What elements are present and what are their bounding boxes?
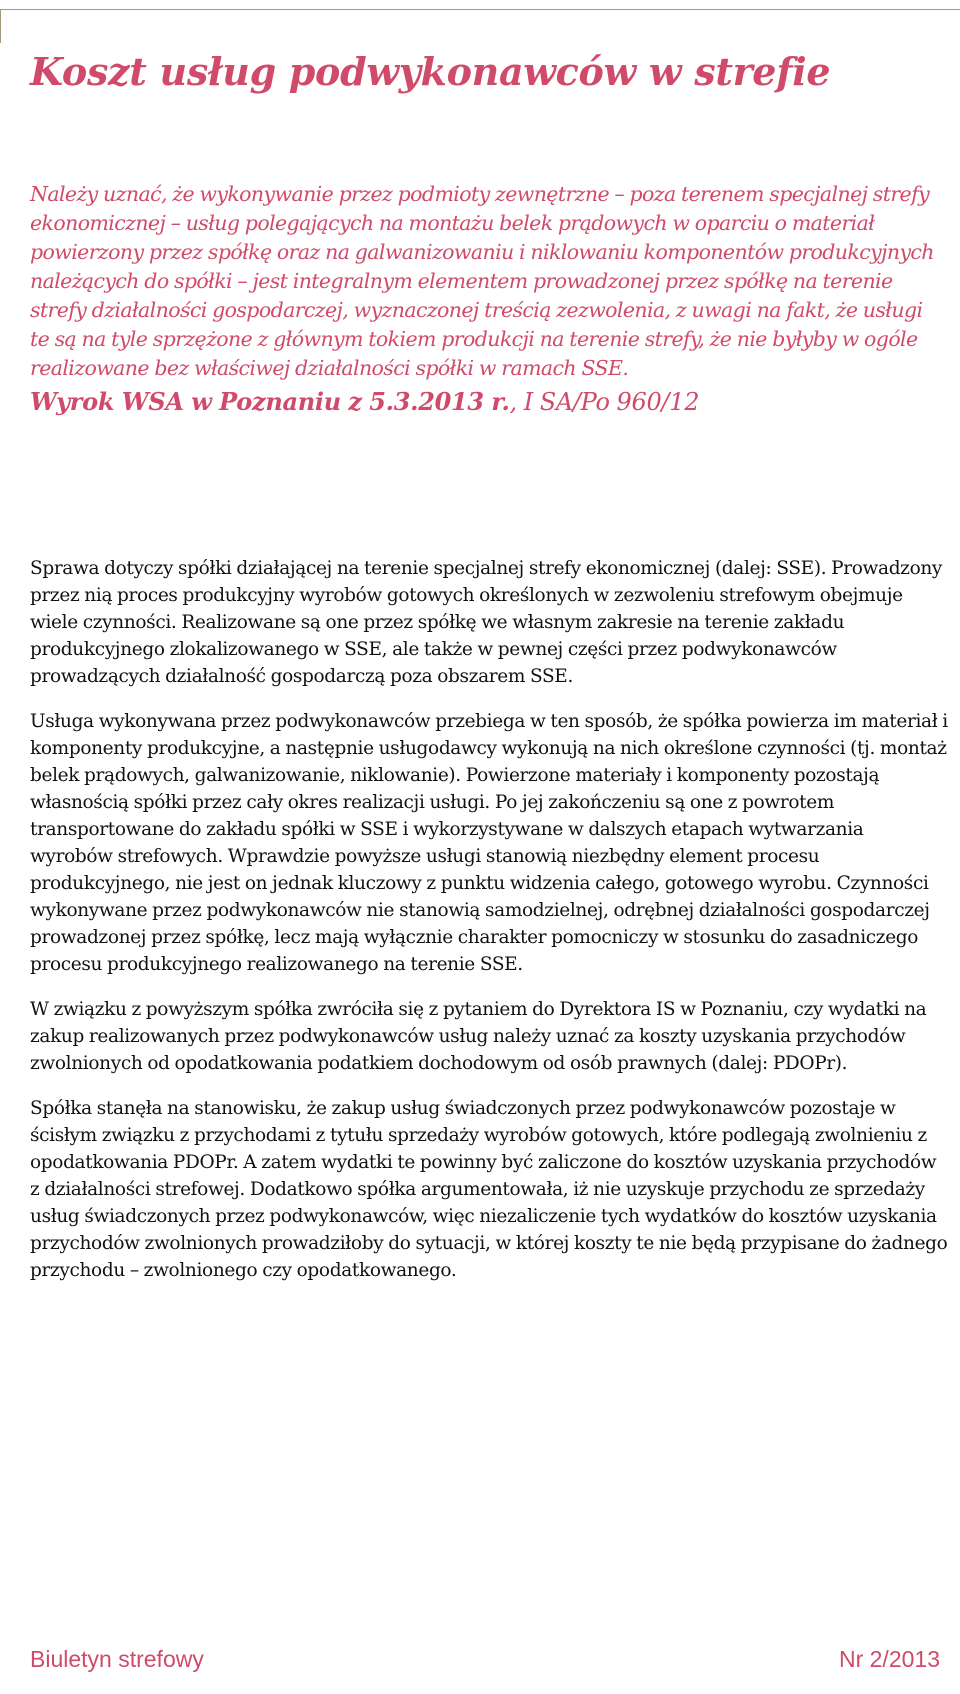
judgment-citation (30, 385, 945, 419)
quote-text: Należy uznać, że wykonywanie przez podmioty zewnętrzne – poza terenem specjalnej strefy ekonomicznej – usług polegających na montażu belek prądowych w oparciu o materiał powierzony przez spółkę oraz na galwanizowaniu i niklowaniu komponentów produkcyjnych należących do spółki – jest integralnym elementem prowadzonej przez spółkę na terenie strefy działalności gospodarczej, wyznaczonej treścią zezwolenia, z uwagi na fakt, że usługi te są na tyle sprzężone z głównym tokiem produkcji na terenie strefy, że nie byłyby w ogóle realizowane bez właściwej działalności spółki w ramach SSE. (30, 182, 934, 380)
top-rule (0, 9, 960, 10)
page-title: Koszt usług podwykonawców w strefie (30, 49, 831, 94)
body-paragraph: Usługa wykonywana przez podwykonawców przebiega w ten sposób, że spółka powierza im materiał i komponenty produkcyjne, a następnie usługodawcy wykonują na nich określone czynności (tj. montaż belek prądowych, galwanizowanie, niklowanie). Powierzone materiały i komponenty pozostają własnością spółki przez cały okres realizacji usługi. Po jej zakończeniu są one z powrotem transportowane do zakładu spółki w SSE i wykorzystywane w dalszych etapach wytwarzania wyrobów strefowych. Wprawdzie powyższe usługi stanowią niezbędny element procesu produkcyjnego, nie jest on jednak kluczowy z punktu widzenia całego, gotowego wyrobu. Czynności wykonywane przez podwykonawców nie stanowią samodzielnej, odrębnej działalności gospodarczej prowadzonej przez spółkę, lecz mają wyłącznie charakter pomocniczy w stosunku do zasadniczego procesu produkcyjnego realizowanego na terenie SSE. (30, 711, 948, 975)
judgment-quote (30, 180, 945, 419)
footer-issue-number: Nr 2/2013 (838, 1646, 940, 1672)
body-paragraph: W związku z powyższym spółka zwróciła się z pytaniem do Dyrektora IS w Poznaniu, czy wydatki na zakup realizowanych przez podwykonawców usług należy uznać za koszty uzyskania przychodów zwolnionych od opodatkowania podatkiem dochodowym od osób prawnych (dalej: PDOPr). (30, 999, 927, 1074)
article-body (30, 555, 950, 1302)
corner-mark (0, 9, 1, 43)
footer-publication-name: Biuletyn strefowy (30, 1646, 204, 1672)
citation-court: Wyrok WSA w Poznaniu z 5.3.2013 r. (30, 387, 510, 416)
body-paragraph: Sprawa dotyczy spółki działającej na terenie specjalnej strefy ekonomicznej (dalej: SSE). Prowadzony przez nią proces produkcyjny wyrobów gotowych określonych w zezwoleniu strefowym obejmuje wiele czynności. Realizowane są one przez spółkę we własnym zakresie na terenie zakładu produkcyjnego zlokalizowanego w SSE, ale także w pewnej części przez podwykonawców prowadzących działalność gospodarczą poza obszarem SSE. (30, 558, 943, 687)
body-paragraph: Spółka stanęła na stanowisku, że zakup usług świadczonych przez podwykonawców pozostaje w ścisłym związku z przychodami z tytułu sprzedaży wyrobów gotowych, które podlegają zwolnieniu z opodatkowania PDOPr. A zatem wydatki te powinny być zaliczone do kosztów uzyskania przychodów z działalności strefowej. Dodatkowo spółka argumentowała, iż nie uzyskuje przychodu ze sprzedaży usług świadczonych przez podwykonawców, więc niezaliczenie tych wydatków do kosztów uzyskania przychodów zwolnionych prowadziłoby do sytuacji, w której koszty te nie będą przypisane do żadnego przychodu – zwolnionego czy opodatkowanego. (30, 1098, 948, 1281)
citation-case-number: , I SA/Po 960/12 (509, 388, 700, 416)
